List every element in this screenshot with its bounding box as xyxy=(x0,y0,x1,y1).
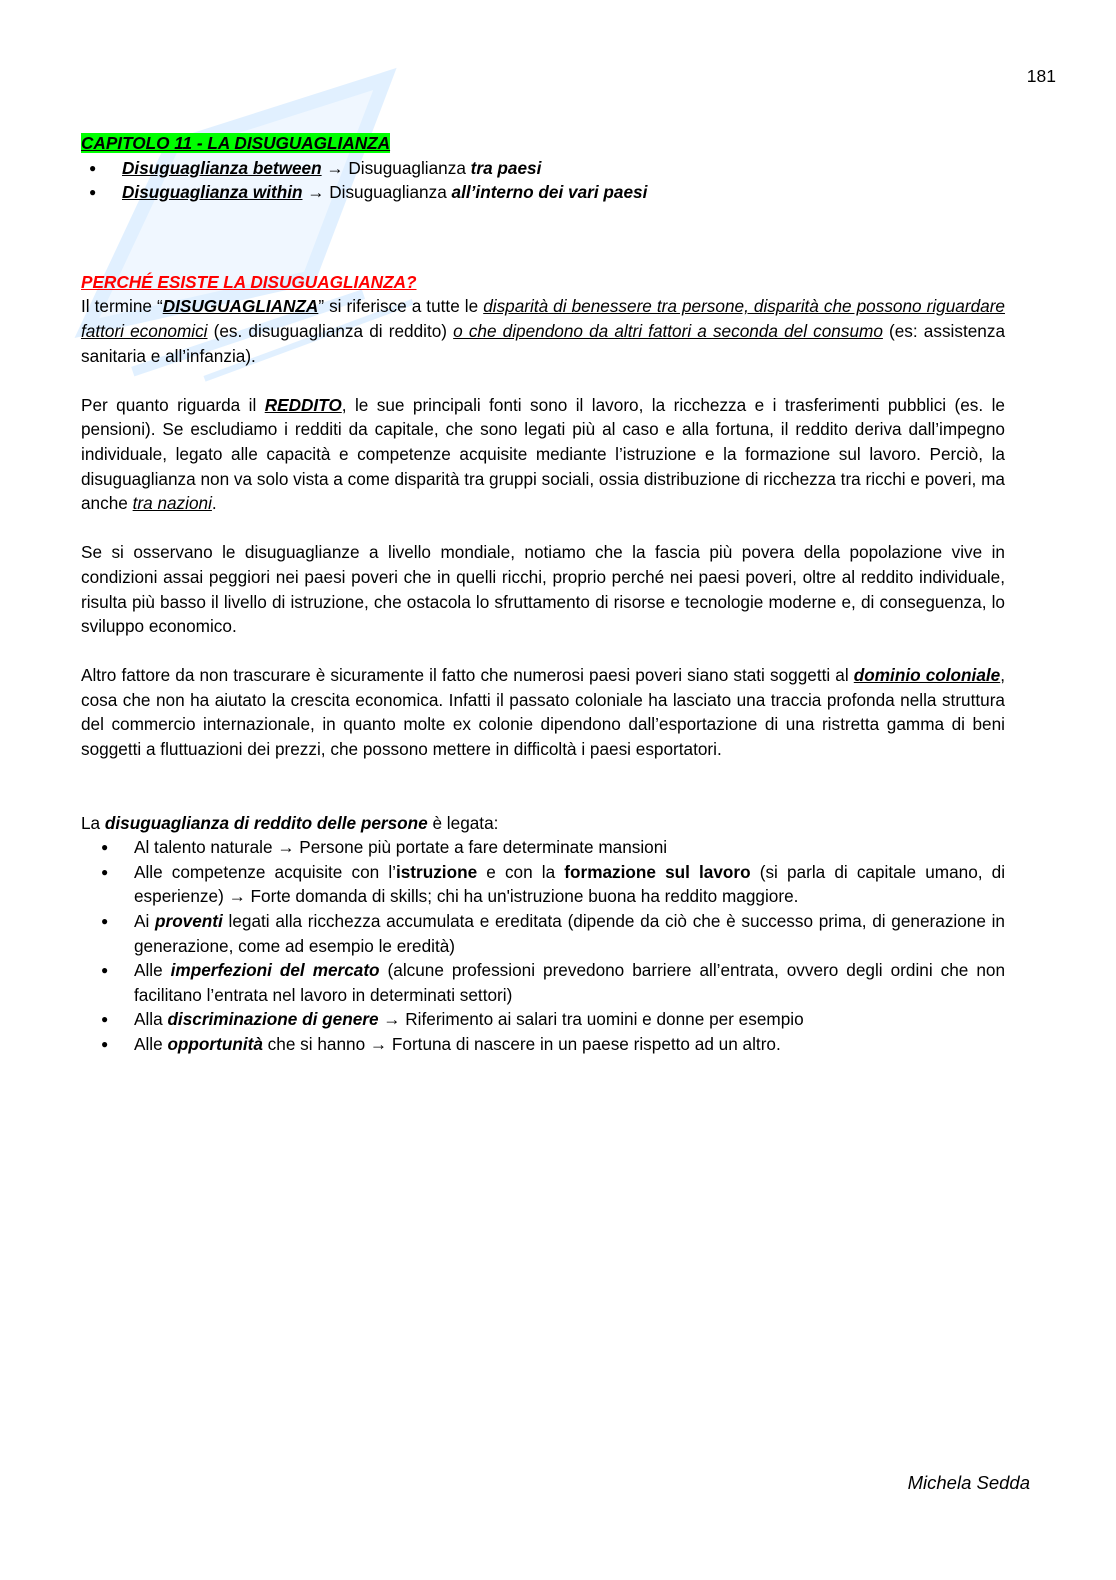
chapter-heading xyxy=(81,131,1005,156)
bullet-meaning: tra paesi xyxy=(470,157,542,178)
term-between: Disuguaglianza between xyxy=(122,157,322,178)
page-number: 181 xyxy=(1026,66,1056,86)
income-factors-list xyxy=(81,835,1005,1056)
list-item: ● Al talento naturale → Persone più portate a fare determinate mansioni xyxy=(81,835,1005,860)
chapter-title: CAPITOLO 11 - LA DISUGUAGLIANZA xyxy=(81,133,391,153)
list-item: ● Alle imperfezioni del mercato (alcune professioni prevedono barriere all’entrata, ovvero degli ordini che non facilitano l’entrata nel lavoro in determinati settori) xyxy=(81,958,1005,1007)
paragraph: Altro fattore da non trascurare è sicuramente il fatto che numerosi paesi poveri siano stati soggetti al dominio coloniale, cosa che non ha aiutato la crescita economica. Infatti il passato coloniale ha lasciato una traccia profonda nella struttura del commercio internazionale, in quanto molte ex colonie dipendono dall’esportazione di una ristretta gamma di beni soggetti a fluttuazioni dei prezzi, che possono mettere in difficoltà i paesi esportatori. xyxy=(81,665,1005,760)
section-title: PERCHÉ ESISTE LA DISUGUAGLIANZA? xyxy=(81,271,417,292)
list-item: ● Alle opportunità che si hanno → Fortuna di nascere in un paese rispetto ad un altro. xyxy=(81,1032,1005,1057)
paragraph: Se si osservano le disuguaglianze a livello mondiale, notiamo che la fascia più povera della popolazione vive in condizioni assai peggiori nei paesi poveri che in quelli ricchi, proprio perché nei paesi poveri, oltre al reddito individuale, risulta più basso il livello di istruzione, che ostacola lo sfruttamento di risorse e tecnologie moderne e, di conseguenza, lo sviluppo economico. xyxy=(81,542,1005,637)
chapter-bullets xyxy=(81,156,1005,205)
paragraph: Per quanto riguarda il REDDITO, le sue principali fonti sono il lavoro, la ricchezza e i trasferimenti pubblici (es. le pensioni). Se escludiamo i redditi da capitale, che sono legati più al caso e alla fortuna, il reddito deriva dall’impegno individuale, legato alle capacità e competenze acquisite mediante l’istruzione e la formazione sul lavoro. Perciò, la disuguaglianza non va solo vista a come disparità tra gruppi sociali, ossia distribuzione di ricchezza tra ricchi e poveri, ma anche tra nazioni. xyxy=(81,394,1005,514)
term-within: Disuguaglianza within xyxy=(122,182,303,203)
list-item: ● Alla discriminazione di genere → Riferimento ai salari tra uomini e donne per esempio xyxy=(81,1007,1005,1032)
bullet-text: → Disuguaglianza xyxy=(321,157,471,178)
list-item xyxy=(81,180,1005,205)
bullet-meaning: all’interno dei vari paesi xyxy=(451,182,648,203)
list-item: ● Alle competenze acquisite con l’istruzione e con la formazione sul lavoro (si parla di capitale umano, di esperienze) → Forte domanda di skills; chi ha un'istruzione buona ha reddito maggiore. xyxy=(81,860,1005,909)
list-item: ● Ai proventi legati alla ricchezza accumulata e ereditata (dipende da ciò che è successo prima, di generazione in generazione, come ad esempio le eredità) xyxy=(81,909,1005,958)
list-item xyxy=(81,156,1005,181)
bullet-text: → Disuguaglianza xyxy=(302,182,452,203)
footer-author: Michela Sedda xyxy=(907,1472,1030,1493)
page-content xyxy=(81,131,1005,1057)
list-intro: La disuguaglianza di reddito delle persone è legata: xyxy=(81,812,499,833)
paragraph: Il termine “DISUGUAGLIANZA” si riferisce a tutte le disparità di benessere tra persone, disparità che possono riguardare fattori economici (es. disuguaglianza di reddito) o che dipendono da altri fattori a seconda del consumo (es: assistenza sanitaria e all’infanzia). xyxy=(81,296,1006,366)
